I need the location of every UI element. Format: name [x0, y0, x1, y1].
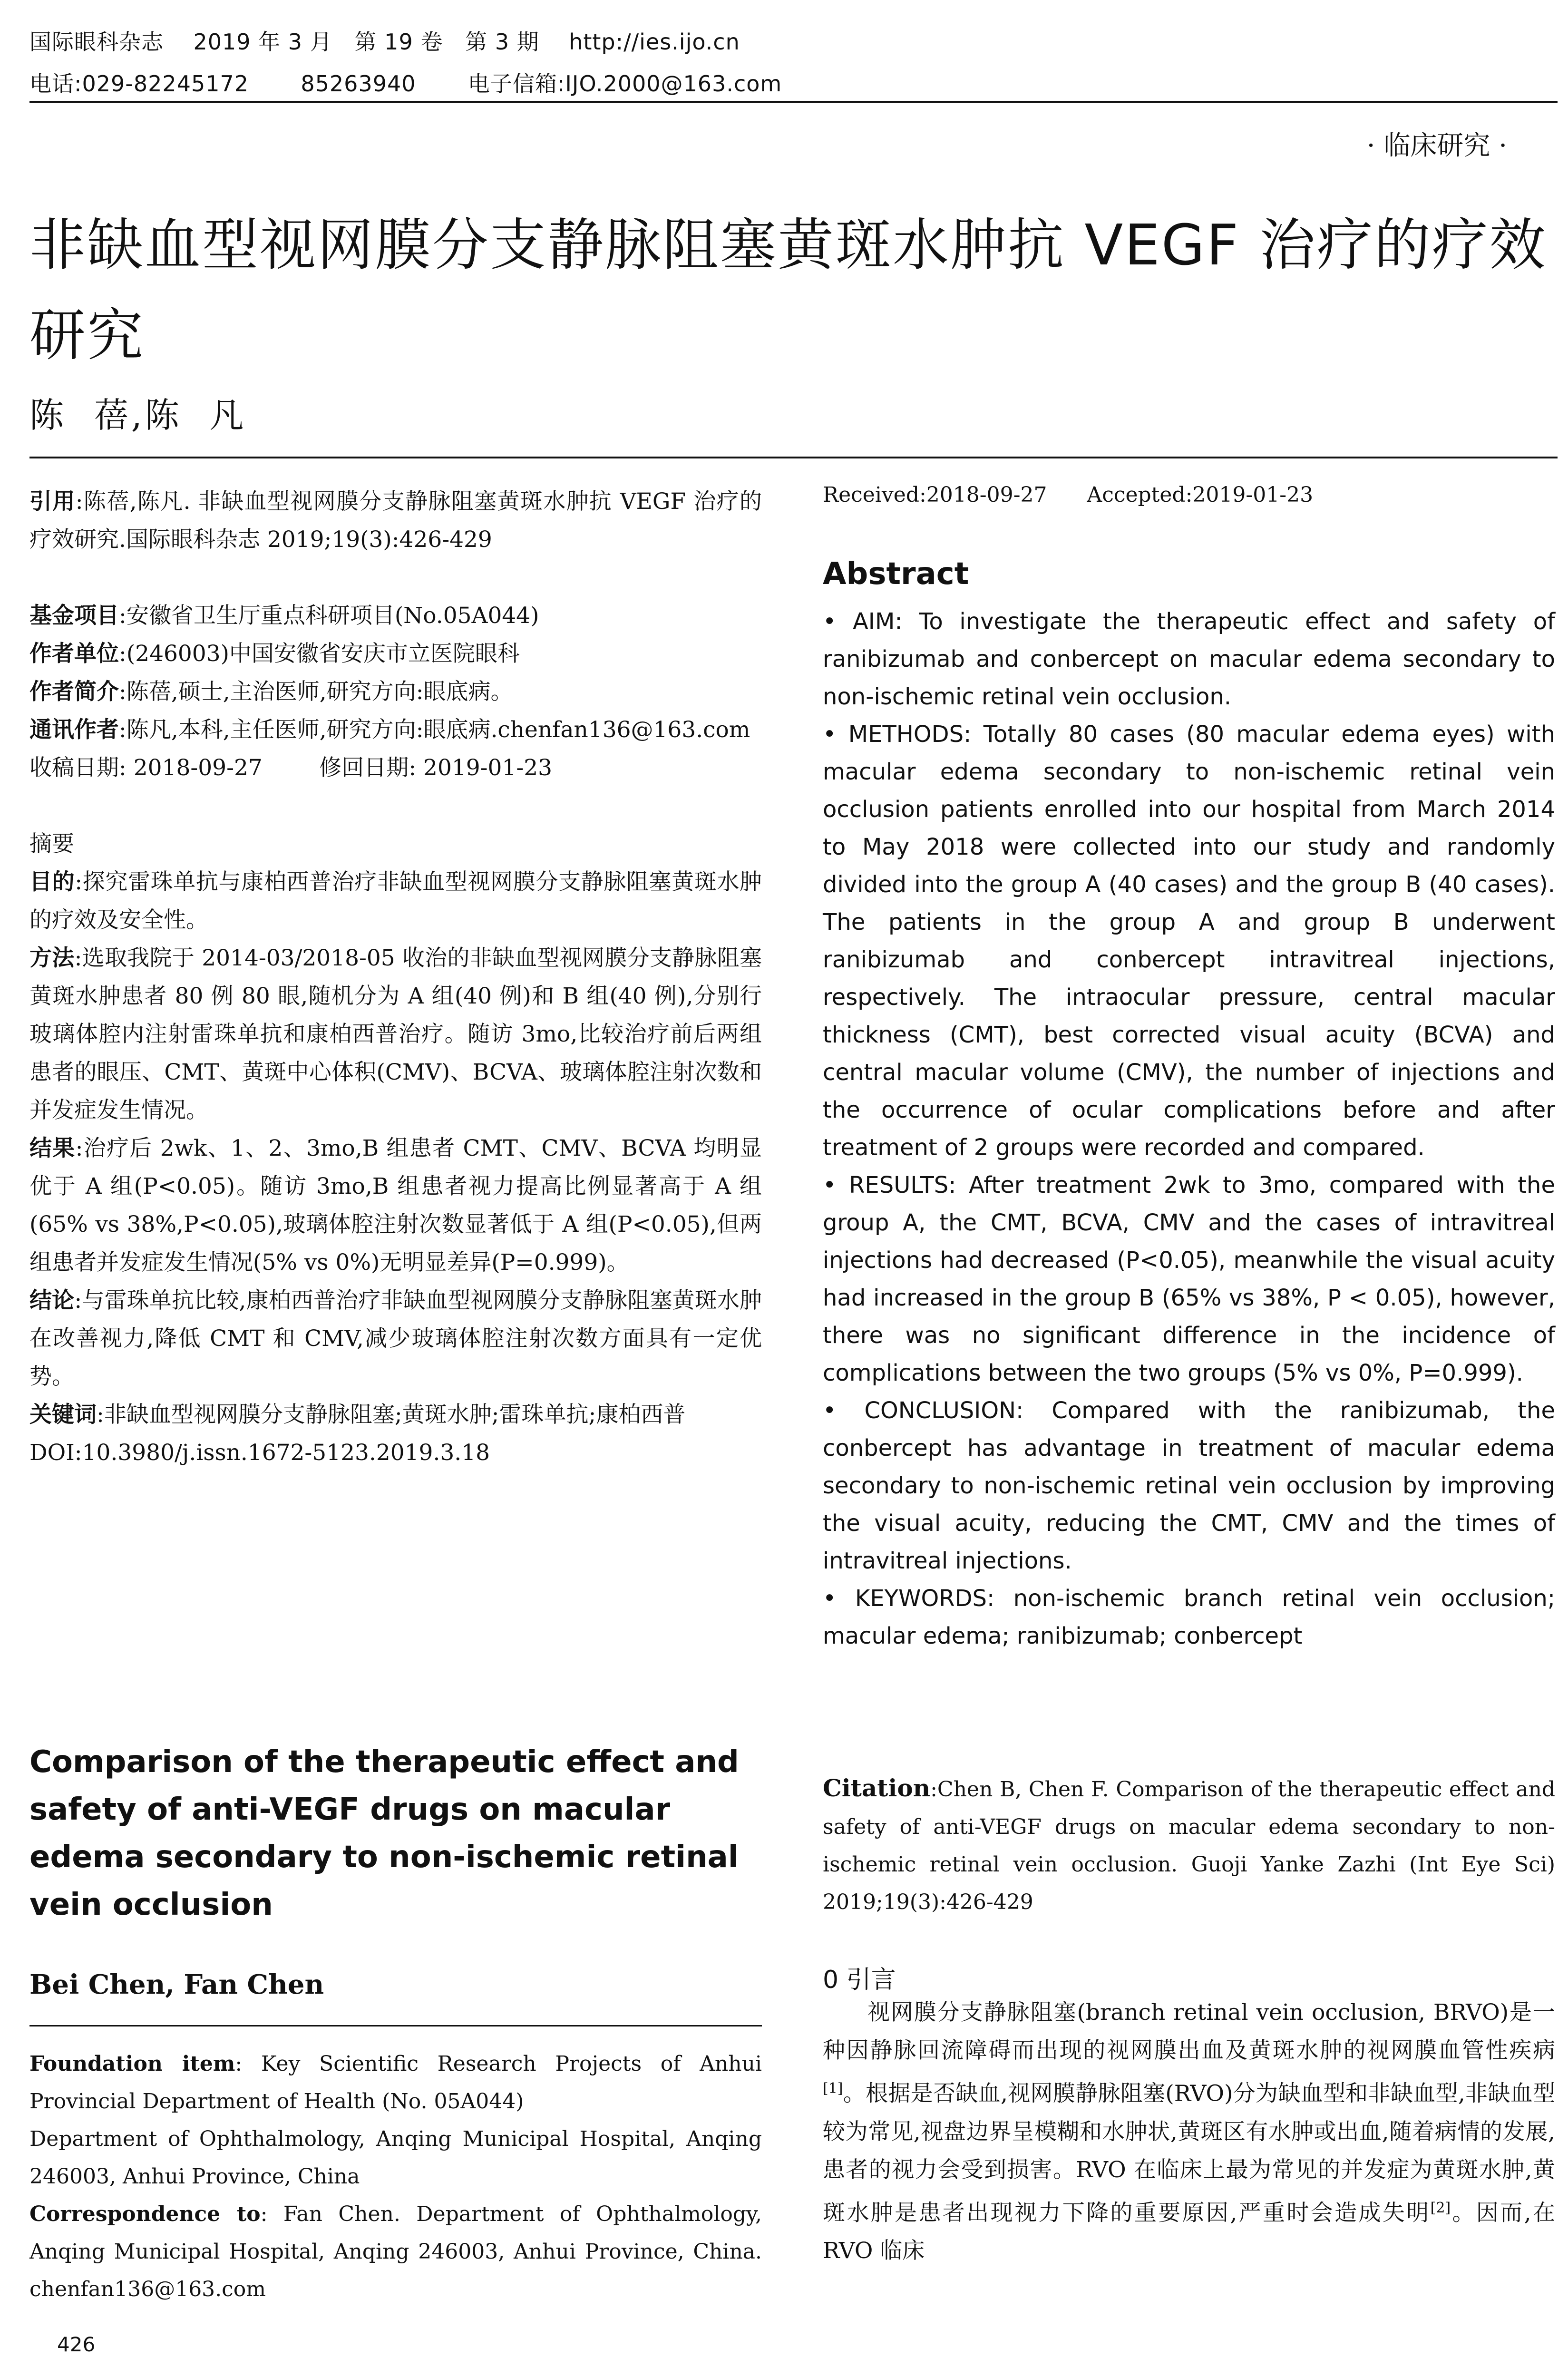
citation-cn-text: :陈蓓,陈凡. 非缺血型视网膜分支静脉阻塞黄斑水肿抗 VEGF 治疗的疗效研究.国际眼科杂志 2019;19(3):426-429: [29, 488, 762, 553]
results-cn: [29, 1130, 762, 1282]
conclusion-text: :与雷珠单抗比较,康柏西普治疗非缺血型视网膜分支静脉阻塞黄斑水肿在改善视力,降低 CMT 和 CMV,减少玻璃体腔注射次数方面具有一定优势。: [29, 1287, 762, 1390]
unit-label: 作者单位: [29, 641, 119, 667]
foundation-text: : Key Scientific Research Projects of Anhui Provincial Department of Health (No. 05A044): [29, 2052, 762, 2114]
citation-en: [823, 1769, 1555, 1921]
intro-body: [823, 1994, 1555, 2270]
page-number: 426: [57, 2333, 96, 2356]
aim-en: [823, 603, 1555, 716]
citation-cn: [29, 483, 762, 559]
results-en-label: • RESULTS: [823, 1172, 949, 1198]
affiliation-block: [29, 2045, 762, 2308]
received-dates: Received:2018-09-27 Accepted:2019-01-23: [823, 483, 1314, 507]
conclusion-en-text: : Compared with the ranibizumab, the conbercept has advantage in treatment of macular edema secondary to non-ischemic retinal vein occlusion by improving the visual acuity, reducing the CMT, CMV and the times of intravitreal injections.: [823, 1397, 1555, 1574]
methods-en-label: • METHODS: [823, 721, 964, 748]
authors-rule: [29, 2025, 762, 2026]
results-en: [823, 1167, 1555, 1392]
doi: DOI:10.3980/j.issn.1672-5123.2019.3.18: [29, 1440, 490, 1466]
conclusion-label: 结论: [29, 1287, 75, 1314]
dates-cn: 收稿日期: 2018-09-27 修回日期: 2019-01-23: [29, 755, 553, 781]
foundation-en: [29, 2045, 762, 2120]
bio-cn: [29, 673, 762, 711]
correspondence-text: : Fan Chen. Department of Ophthalmology, Anqing Municipal Hospital, Anqing 246003, Anhui Province, China. chenfan136@163.com: [29, 2202, 762, 2301]
citation-en-block: [823, 1769, 1555, 1921]
conclusion-cn: [29, 1282, 762, 1396]
journal-header-line1: 国际眼科杂志 2019 年 3 月 第 19 卷 第 3 期 http://ies.ijo.cn: [29, 29, 740, 55]
correspondence-label: Correspondence to: [29, 2202, 261, 2226]
aim-en-label: • AIM: [823, 608, 895, 635]
corr-label: 通讯作者: [29, 717, 119, 743]
keywords-text: :非缺血型视网膜分支静脉阻塞;黄斑水肿;雷珠单抗;康柏西普: [97, 1402, 686, 1428]
article-title-cn: 非缺血型视网膜分支静脉阻塞黄斑水肿抗 VEGF 治疗的疗效研究: [29, 212, 1547, 368]
title-rule: [29, 457, 1558, 458]
aim-text: :探究雷珠单抗与康柏西普治疗非缺血型视网膜分支静脉阻塞黄斑水肿的疗效及安全性。: [29, 869, 762, 933]
citation-en-label: Citation: [823, 1774, 931, 1802]
bio-text: :陈蓓,硕士,主治医师,研究方向:眼底病。: [119, 679, 513, 705]
keywords-en-label: • KEYWORDS: [823, 1585, 987, 1612]
intro-text-1: 视网膜分支静脉阻塞(branch retinal vein occlusion, BRVO)是一种因静脉回流障碍而出现的视网膜出血及黄斑水肿的视网膜血管性疾病: [823, 1999, 1555, 2064]
corr-cn: [29, 711, 762, 749]
abstract-heading-cn: 摘要: [29, 831, 74, 857]
section-label: · 临床研究 ·: [1366, 130, 1507, 161]
keywords-cn: [29, 1396, 762, 1434]
intro-text-3: 。因而,在 RVO 临床: [823, 2200, 1555, 2264]
conclusion-en: [823, 1392, 1555, 1580]
citation-en-text: :Chen B, Chen F. Comparison of the therapeutic effect and safety of anti-VEGF drugs on macular edema secondary to non-ischemic retinal vein occlusion. Guoji Yanke Zazhi (Int Eye Sci) 2019;19(3):426-429: [823, 1777, 1555, 1914]
aim-cn: [29, 863, 762, 939]
conclusion-en-label: • CONCLUSION: [823, 1397, 1016, 1424]
results-text: :治疗后 2wk、1、2、3mo,B 组患者 CMT、CMV、BCVA 均明显优于 A 组(P<0.05)。随访 3mo,B 组患者视力提高比例显著高于 A 组(65% vs 38%,P<0.05),玻璃体腔注射次数显著低于 A 组(P<0.05),但两组患者并发症发生情况(5% vs 0%)无明显差异(P=0.999)。: [29, 1135, 762, 1276]
keywords-label: 关键词: [29, 1402, 97, 1428]
fund-text: :安徽省卫生厅重点科研项目(No.05A044): [119, 603, 539, 629]
department-en: Department of Ophthalmology, Anqing Municipal Hospital, Anqing 246003, Anhui Province, China: [29, 2127, 762, 2189]
authors-cn: 陈 蓓,陈 凡: [29, 395, 247, 435]
results-en-text: : After treatment 2wk to 3mo, compared with the group A, the CMT, BCVA, CMV and the cases of intravitreal injections had decreased (P<0.05), meanwhile the visual acuity had increased in the group B (65% vs 38%, P < 0.05), however, there was no significant difference in the incidence of complications between the two groups (5% vs 0%, P=0.999).: [823, 1172, 1555, 1386]
methods-text: :选取我院于 2014-03/2018-05 收治的非缺血型视网膜分支静脉阻塞黄斑水肿患者 80 例 80 眼,随机分为 A 组(40 例)和 B 组(40 例),分别行玻璃体腔内注射雷珠单抗和康柏西普治疗。随访 3mo,比较治疗前后两组患者的眼压、CMT、黄斑中心体积(CMV)、BCVA、玻璃体腔注射次数和并发症发生情况。: [29, 945, 762, 1123]
left-column: [29, 483, 762, 1472]
reference-link-1[interactable]: [1]: [823, 2080, 843, 2097]
unit-cn: [29, 635, 762, 673]
methods-en-text: : Totally 80 cases (80 macular edema eyes) with macular edema secondary to non-ischemic retinal vein occlusion patients enrolled into our hospital from March 2014 to May 2018 were collected into our study and randomly divided into the group A (40 cases) and the group B (40 cases). The patients in the group A and group B underwent ranibizumab and conbercept intravitreal injections, respectively. The intraocular pressure, central macular thickness (CMT), best corrected visual acuity (BCVA) and central macular volume (CMV), the number of injections and the occurrence of ocular complications before and after treatment of 2 groups were recorded and compared.: [823, 721, 1555, 1161]
article-title-en: Comparison of the therapeutic effect and safety of anti-VEGF drugs on macular edema secondary to non-ischemic retinal vein occlusion: [29, 1744, 739, 1922]
corr-text: :陈凡,本科,主任医师,研究方向:眼底病.chenfan136@163.com: [119, 717, 750, 743]
methods-label: 方法: [29, 945, 75, 971]
journal-header-line2: 电话:029-82245172 85263940 电子信箱:IJO.2000@163.com: [29, 71, 782, 97]
intro-paragraph: [823, 1994, 1555, 2270]
reference-link-2[interactable]: [2]: [1430, 2199, 1451, 2216]
bio-label: 作者简介: [29, 679, 119, 705]
abstract-heading-en: Abstract: [823, 556, 969, 592]
fund-label: 基金项目: [29, 603, 119, 629]
correspondence-en: [29, 2195, 762, 2308]
intro-text-2: 。根据是否缺血,视网膜静脉阻塞(RVO)分为缺血型和非缺血型,非缺血型较为常见,视盘边界呈模糊和水肿状,黄斑区有水肿或出血,随着病情的发展,患者的视力会受到损害。RVO 在临床上最为常见的并发症为黄斑水肿,黄斑水肿是患者出现视力下降的重要原因,严重时会造成失明: [823, 2080, 1555, 2226]
aim-label: 目的: [29, 869, 75, 895]
abstract-en: [823, 603, 1555, 1655]
authors-en: Bei Chen, Fan Chen: [29, 1969, 324, 2000]
fund-cn: [29, 597, 762, 635]
citation-cn-label: 引用: [29, 488, 76, 515]
aim-en-text: : To investigate the therapeutic effect and safety of ranibizumab and conbercept on macular edema secondary to non-ischemic retinal vein occlusion.: [823, 608, 1556, 710]
results-label: 结果: [29, 1135, 76, 1161]
unit-text: :(246003)中国安徽省安庆市立医院眼科: [119, 641, 520, 667]
intro-heading: 0 引言: [823, 1966, 896, 1994]
foundation-label: Foundation item: [29, 2052, 235, 2076]
keywords-en-text: : non-ischemic branch retinal vein occlusion; macular edema; ranibizumab; conbercept: [823, 1585, 1556, 1649]
methods-cn: [29, 939, 762, 1130]
methods-en: [823, 716, 1555, 1167]
keywords-en: [823, 1580, 1555, 1655]
header-rule: [29, 101, 1558, 103]
